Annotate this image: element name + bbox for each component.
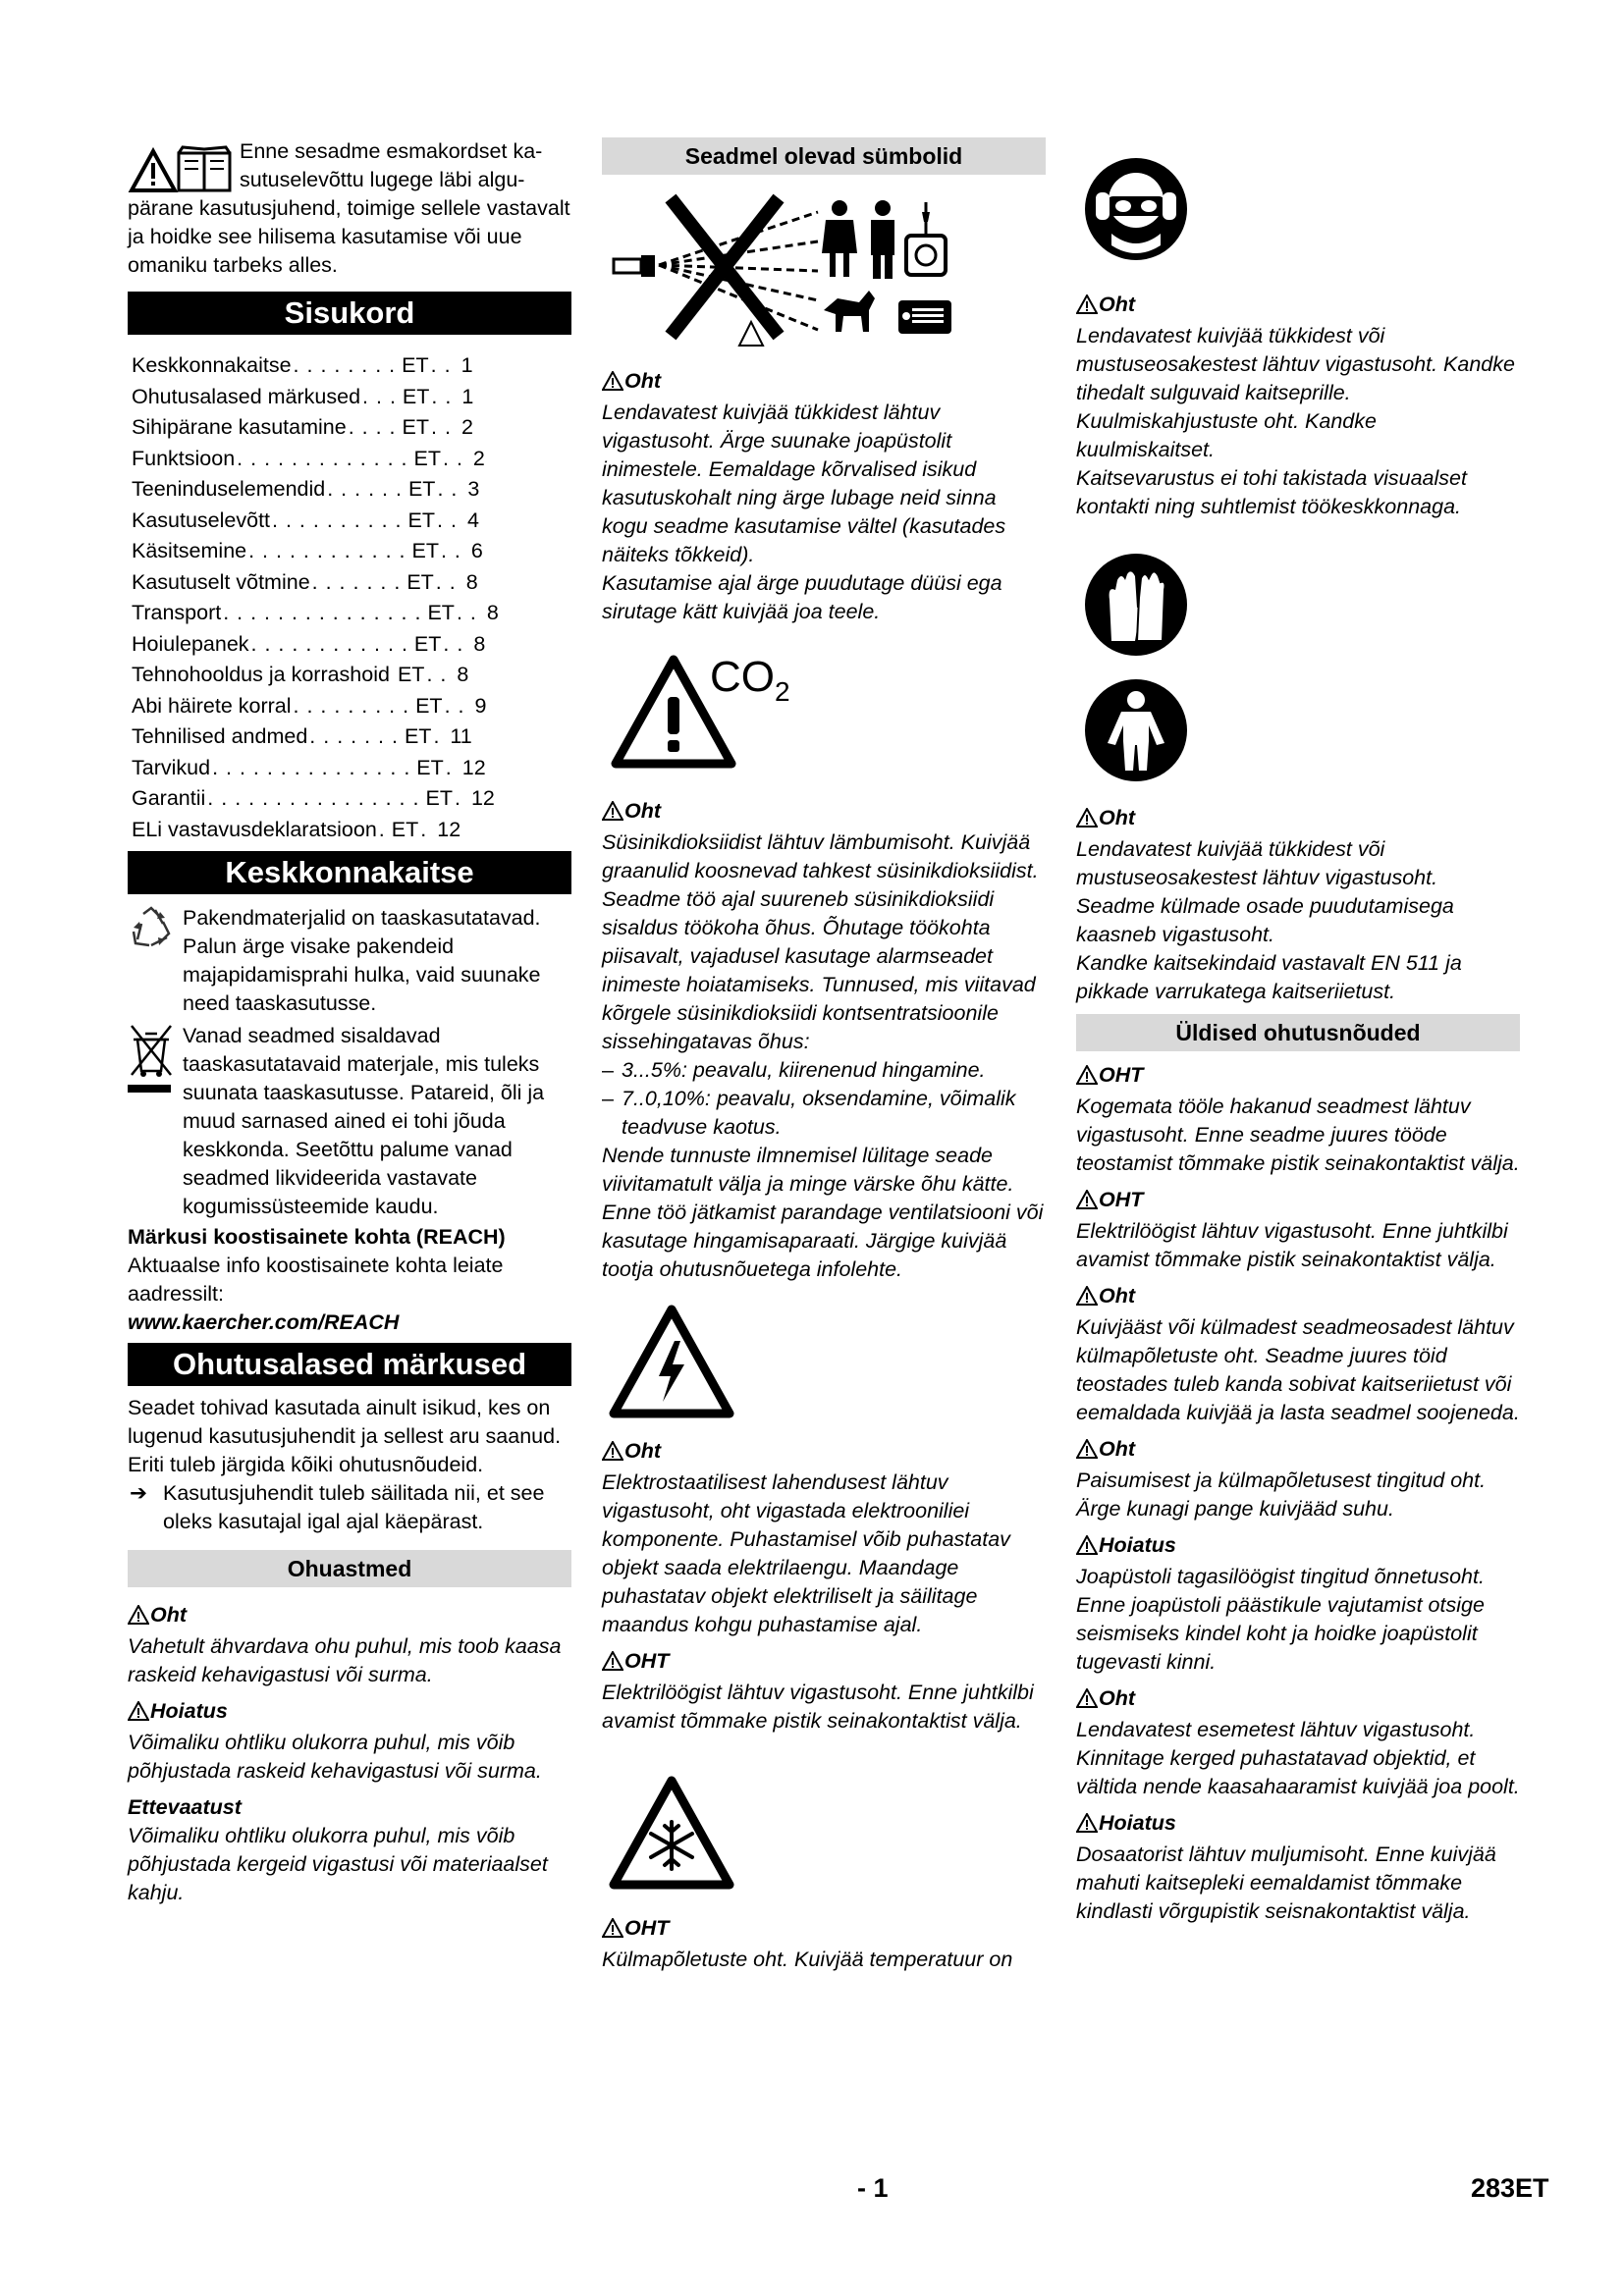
toc-entry-sep: . . [444, 693, 465, 718]
warning-icon [1076, 1064, 1098, 1093]
crossed-bin-icon [128, 1022, 175, 1095]
toc-entry-name: Tehnohooldus ja korrashoid [132, 663, 390, 686]
general-g2-title: OHT [1076, 1186, 1520, 1217]
reach-text: Aktuaalse info koostisainete kohta leiate aadressilt: [128, 1254, 504, 1306]
toc-entry-dots: . . . . . . . . . [293, 693, 410, 718]
general-g3-text: Kuivjääst või külmadest seadmeosadest lähtuv külmapõletuste oht. Seadme juures töid teostades tuleb kanda sobivat kaitseriietust või eemaldada kuivjää ja lasta seadmel soojeneda. [1076, 1315, 1520, 1424]
warning-icon [602, 1650, 623, 1679]
toc-entry-dots: . . . . . . . . . . [272, 507, 403, 532]
safety-arrow-text: Kasutusjuhendit tuleb säilitada nii, et see oleks kasutajal igal ajal käepärast. [163, 1481, 545, 1533]
co2-warning [602, 654, 1046, 781]
symbols-title: Seadmel olevad sümbolid [602, 137, 1046, 175]
toc-entry-name: Ohutusalased märkused [132, 384, 361, 408]
electric-warning-icon [608, 1304, 735, 1419]
toc-entry-page: 3 [467, 477, 480, 501]
toc-entry-code: ET [402, 415, 430, 439]
column-right [1076, 137, 1520, 1926]
toc-entry-sep: . . [435, 569, 457, 594]
toc-entry-name: Käsitsemine [132, 539, 247, 562]
toc-entry-sep: . [445, 755, 453, 779]
toc-entry-name: Transport [132, 601, 222, 624]
toc-entry-dots: . . . . . . . . . . . . [248, 539, 406, 562]
protection-w1-title: Oht [1076, 291, 1520, 322]
protection-w1-text2: Kaitsevarustus ei tohi takistada visuaalset kontakti ning suhtlemist töökeskkonnaga. [1076, 466, 1467, 518]
disposal-note [128, 1022, 571, 1221]
toc-entry[interactable] [132, 721, 571, 753]
symbol-w1-text2: Kasutamise ajal ärge puudutage düüsi ega sirutage kätt kuivjää joa teele. [602, 571, 1002, 623]
page-number: - 1 [857, 2173, 889, 2203]
toc-entry[interactable] [132, 660, 571, 691]
reach-link[interactable]: www.kaercher.com/REACH [128, 1310, 400, 1334]
toc-entry-page: 12 [437, 817, 461, 841]
warning-icon [602, 370, 623, 399]
arrow-right-icon: ➔ [130, 1481, 148, 1505]
symbol-w2-text: Süsinikdioksiidist lähtuv lämbumisoht. Kuivjää graanulid koosnevad tahkest süsinikdioksiidist. Seadme töö ajal suureneb süsinikdioksiidi sisaldus töökoha õhus. Õhutage töökohta piisavalt, vajadusel kasutage alarmseadet inimeste hoiatamiseks. Tunnused, mis viitavad kõrgele süsinikdioksiidi kontsentratsioonile sissehingatavas õhus: [602, 830, 1039, 1053]
safety-text: Seadet tohivad kasutada ainult isikud, kes on lugenud kasutusjuhendit ja sellest aru saanud. Eriti tuleb järgida kõiki ohutusnõudeid. [128, 1396, 562, 1476]
gloves-icon [1082, 551, 1190, 659]
warning-icon [1076, 1189, 1098, 1217]
general-g2-text: Elektrilöögist lähtuv vigastusoht. Enne juhtkilbi avamist tõmmake pistik seinakontaktist välja. [1076, 1219, 1508, 1271]
warning-icon [602, 1440, 623, 1468]
toc-entry-page: 1 [460, 353, 473, 377]
toc-entry-page: 9 [474, 693, 487, 718]
toc-entry-sep: . . [431, 415, 452, 439]
warning-icon [128, 1700, 149, 1729]
toc-entry-sep: . . [437, 507, 458, 532]
toc-entry-name: Funktsioon [132, 446, 236, 470]
toc-entry[interactable] [132, 536, 571, 567]
toc-entry-sep: . . [443, 446, 463, 470]
toc-entry-page: 2 [472, 446, 485, 470]
general-g6-text: Lendavatest esemetest lähtuv vigastusoht. Kinnitage kerged puhastatavad objektid, et vältida nende kaasahaaramist kuivjää joa poolt. [1076, 1718, 1520, 1798]
toc-title: Sisukord [128, 292, 571, 335]
goggles-ear-protection-icon [1082, 155, 1190, 263]
general-g4-text: Paisumisest ja külmapõletusest tingitud oht. Ärge kunagi pange kuivjääd suhu. [1076, 1468, 1487, 1521]
toc-entry-code: ET [404, 724, 432, 748]
symbol-w2-text2: Nende tunnuste ilmnemisel lülitage seade viivitamatult välja ja minge värske õhu kätte. Enne töö jätkamist parandage ventilatsiooni või kasutage hingamisaparaati. Järgige kuivjää tootja ohutusnõuetega infolehte. [602, 1144, 1044, 1281]
recycle-text: Pakendmaterjalid on taaskasutatavad. Palun ärge visake pakendeid majapidamisprahi hulka, vaid suunake need taaskasutusse. [183, 906, 541, 1015]
disposal-text: Vanad seadmed sisaldavad taaskasutatavaid materjale, mis tuleks suunata taaskasutusse. Patareid, õli ja muud sarnased ained ei tohi jõuda keskkonda. Seetõttu palume vanad seadmed likvideerida vastavate kogumissüsteemide kaudu. [183, 1024, 545, 1218]
toc-entry-sep: . [433, 724, 441, 748]
toc-entry-page: 8 [486, 601, 499, 624]
toc-entry-name: Abi häirete korral [132, 693, 292, 718]
hazards-title: Ohuastmed [128, 1550, 571, 1587]
warning-icon [1076, 1285, 1098, 1313]
toc-entry-page: 12 [461, 755, 486, 779]
toc-entry-dots: . . . . . . . . [293, 353, 397, 377]
toc-entry-dots: . . . . [348, 415, 397, 439]
toc-entry-code: ET [407, 507, 436, 532]
toc-entry-name: Kasutuselevõtt [132, 507, 271, 532]
toc-entry[interactable] [132, 382, 571, 413]
toc-entry-sep: . . [431, 384, 453, 408]
toc-entry-name: Keskkonnakaitse [132, 353, 292, 377]
toc-entry-page: 2 [460, 415, 473, 439]
warning-icon [602, 800, 623, 828]
co2-level-item: – 7..0,10%: peavalu, oksendamine, võimalik teadvuse kaotus. [602, 1087, 1016, 1139]
toc-entry-page: 8 [457, 663, 469, 686]
toc-entry-code: ET [425, 786, 453, 810]
warning-icon [1076, 1534, 1098, 1563]
toc-entry-sep: . [454, 786, 461, 810]
toc-entry-code: ET [427, 601, 455, 624]
toc-entry[interactable] [132, 753, 571, 784]
toc-entry-name: Kasutuselt võtmine [132, 569, 310, 594]
toc-entry-dots: . [378, 817, 386, 841]
symbol-w4-title: OHT [602, 1647, 1046, 1679]
intro-text: pärane kasutusjuhend, toimige sellele vastavalt ja hoidke see hilisema kasutamise või uue omaniku tarbeks alles. [128, 196, 570, 277]
toc-entry-sep: . . [437, 477, 459, 501]
general-g1-title: OHT [1076, 1061, 1520, 1093]
toc-entry-sep: . . [456, 601, 477, 624]
recycle-icon [128, 904, 175, 951]
general-g3-title: Oht [1076, 1282, 1520, 1313]
intro-line-1: Enne sesadme esmakordset ka- [240, 139, 543, 163]
no-spray-at-people-icon [612, 192, 965, 349]
warning-icon [128, 1604, 149, 1632]
symbol-w1-title: Oht [602, 367, 1046, 399]
toc-entry-dots: . . . . . . . . . . . . . . . . [207, 786, 420, 810]
toc-entry-sep: . . [430, 353, 452, 377]
toc-entry-sep: . . [440, 539, 461, 562]
warning-icon [1076, 1812, 1098, 1841]
toc-entry-dots: . . . . . . . . . . . . . . . [223, 601, 422, 624]
toc-entry[interactable] [132, 598, 571, 629]
document-code: 283ET [1471, 2173, 1549, 2203]
toc-entry-name: ELi vastavusdeklaratsioon [132, 817, 377, 841]
toc-entry-dots: . . . . . . . . . . . . . . . [212, 755, 411, 779]
toc-entry-name: Tehnilised andmed [132, 724, 308, 748]
toc-entry-name: Teeninduselemendid [132, 477, 326, 501]
protection-w2-text3: Kandke kaitsekindaid vastavalt EN 511 ja pikkade varrukatega kaitseriietust. [1076, 951, 1462, 1003]
toc-entry-code: ET [416, 755, 444, 779]
protection-w2-text2: Seadme külmade osade puudutamisega kaasneb vigastusoht. [1076, 894, 1454, 946]
warning-icon [1076, 294, 1098, 322]
symbol-w5-title: OHT [602, 1914, 1046, 1946]
table-of-contents [132, 350, 571, 845]
symbol-w3-text: Elektrostaatilisest lahendusest lähtuv vigastusoht, oht vigastada elektrooniliei komponente. Puhastamisel võib puhastatav objekt saada elektrilaengu. Maandage puhastatav objekt elektriliselt ja säilitage maandus kohgu puhastamise ajal. [602, 1470, 1010, 1636]
co2-level-item: – 3...5%: peavalu, kiirenenud hingamine. [602, 1058, 986, 1082]
protection-w2-title: Oht [1076, 804, 1520, 835]
symbol-w3-title: Oht [602, 1437, 1046, 1468]
warning-manual-icon [128, 139, 238, 196]
warning-icon [1076, 1438, 1098, 1467]
toc-entry-page: 6 [470, 539, 483, 562]
hazard-ettevaatust-text: Võimaliku ohtliku olukorra puhul, mis võib põhjustada kergeid vigastusi või materiaalset kahju. [128, 1824, 548, 1904]
warning-icon [1076, 1687, 1098, 1716]
general-safety-title: Üldised ohutusnõuded [1076, 1014, 1520, 1051]
symbol-w4-text: Elektrilöögist lähtuv vigastusoht. Enne juhtkilbi avamist tõmmake pistik seinakontaktist välja. [602, 1681, 1034, 1733]
toc-entry[interactable] [132, 567, 571, 599]
co2-label: $CO_2$ [710, 653, 790, 707]
general-g6-title: Oht [1076, 1684, 1520, 1716]
toc-entry-code: ET [413, 446, 441, 470]
hazard-hoiatus-title: Hoiatus [128, 1697, 571, 1729]
toc-entry-page: 12 [470, 786, 495, 810]
hazard-ettevaatust-title: Ettevaatust [128, 1795, 242, 1819]
cold-warning-icon [608, 1775, 735, 1891]
recycle-note [128, 904, 571, 1018]
hazard-oht-text: Vahetult ähvardava ohu puhul, mis toob kaasa raskeid kehavigastusi või surma. [128, 1634, 562, 1686]
safety-title: Ohutusalased märkused [128, 1343, 571, 1386]
toc-entry-name: Hoiulepanek [132, 631, 249, 656]
toc-entry-code: ET [391, 817, 419, 841]
hazard-hoiatus-text: Võimaliku ohtliku olukorra puhul, mis võib põhjustada raskeid kehavigastusi või surma. [128, 1731, 542, 1783]
toc-entry-sep: . . [443, 631, 464, 656]
toc-entry[interactable] [132, 506, 571, 537]
toc-entry-dots: . . . . . . . . . . . . [250, 631, 408, 656]
general-g7-title: Hoiatus [1076, 1809, 1520, 1841]
symbol-w2-title: Oht [602, 797, 1046, 828]
toc-entry-dots: . . . . . . [327, 477, 403, 501]
environment-title: Keskkonnakaitse [128, 851, 571, 894]
reach-title: Märkusi koostisainete kohta (REACH) [128, 1225, 506, 1249]
toc-entry[interactable] [132, 412, 571, 444]
general-g5-text: Joapüstoli tagasilöögist tingitud õnnetusoht. Enne joapüstoli päästikule vajutamist otsige seismiseks kindel koht ja hoidke joapüstolit tugevasti kinni. [1076, 1565, 1485, 1674]
toc-entry[interactable] [132, 783, 571, 815]
general-g4-title: Oht [1076, 1435, 1520, 1467]
toc-entry-code: ET [415, 693, 443, 718]
toc-entry-code: ET [411, 539, 439, 562]
toc-entry-code: ET [402, 353, 429, 377]
toc-entry-code: ET [413, 631, 442, 656]
intro-line-2: sutuselevõttu lugege läbi algu- [240, 168, 525, 191]
toc-entry[interactable] [132, 444, 571, 475]
toc-entry[interactable] [132, 629, 571, 661]
toc-entry-code: ET [407, 477, 436, 501]
toc-entry-dots: . . . [362, 384, 397, 408]
toc-entry[interactable] [132, 474, 571, 506]
general-g5-title: Hoiatus [1076, 1531, 1520, 1563]
protection-w1-text: Lendavatest kuivjää tükkidest või mustuseosakestest lähtuv vigastusoht. Kandke tihedalt sulguvaid kaitseprille. Kuulmiskahjustuste oht. Kandke kuulmiskaitset. [1076, 324, 1515, 461]
toc-entry-page: 1 [461, 384, 474, 408]
toc-entry[interactable] [132, 691, 571, 722]
symbol-w5-text: Külmapõletuste oht. Kuivjää temperatuur on [602, 1948, 1013, 1971]
column-middle [602, 137, 1046, 1974]
warning-icon [1076, 807, 1098, 835]
general-g1-text: Kogemata tööle hakanud seadmest lähtuv vigastusoht. Enne seadme juures tööde teostamist tõmmake pistik seinakontaktist välja. [1076, 1095, 1520, 1175]
toc-entry-page: 8 [465, 569, 478, 594]
toc-entry-page: 4 [466, 507, 479, 532]
toc-entry-dots: . . . . . . . [309, 724, 399, 748]
toc-entry[interactable] [132, 350, 571, 382]
toc-entry[interactable] [132, 815, 571, 846]
safety-arrow-note [128, 1479, 571, 1536]
intro [128, 137, 571, 280]
toc-entry-page: 8 [473, 631, 486, 656]
toc-entry-sep: . . [426, 663, 448, 686]
toc-entry-code: ET [406, 569, 434, 594]
protective-suit-icon [1082, 676, 1190, 784]
toc-entry-code: ET [397, 663, 425, 686]
toc-entry-dots: . . . . . . . . . . . . . [237, 446, 408, 470]
toc-entry-name: Garantii [132, 786, 206, 810]
toc-entry-name: Sihipärane kasutamine [132, 415, 347, 439]
toc-entry-code: ET [402, 384, 430, 408]
toc-entry-name: Tarvikud [132, 755, 211, 779]
column-left [128, 137, 571, 1907]
warning-icon [602, 1917, 623, 1946]
toc-entry-dots: . . . . . . . [311, 569, 402, 594]
general-g7-text: Dosaatorist lähtuv muljumisoht. Enne kuivjää mahuti kaitsepleki eemaldamist tõmmake kindlasti võrgupistik seisnakontaktist välja. [1076, 1842, 1496, 1923]
protection-w2-text: Lendavatest kuivjää tükkidest või mustuseosakestest lähtuv vigastusoht. [1076, 837, 1438, 889]
hazard-oht-title: Oht [128, 1601, 571, 1632]
toc-entry-sep: . [420, 817, 428, 841]
symbol-w1-text: Lendavatest kuivjää tükkidest lähtuv vigastusoht. Ärge suunake joapüstolit inimestele. Eemaldage kõrvalised isikud kasutuskohalt ning ärge lubage neid sinna kogu seadme kasutamise vältel (kasutades näiteks tõkkeid). [602, 400, 1006, 566]
toc-entry-page: 11 [450, 724, 472, 748]
